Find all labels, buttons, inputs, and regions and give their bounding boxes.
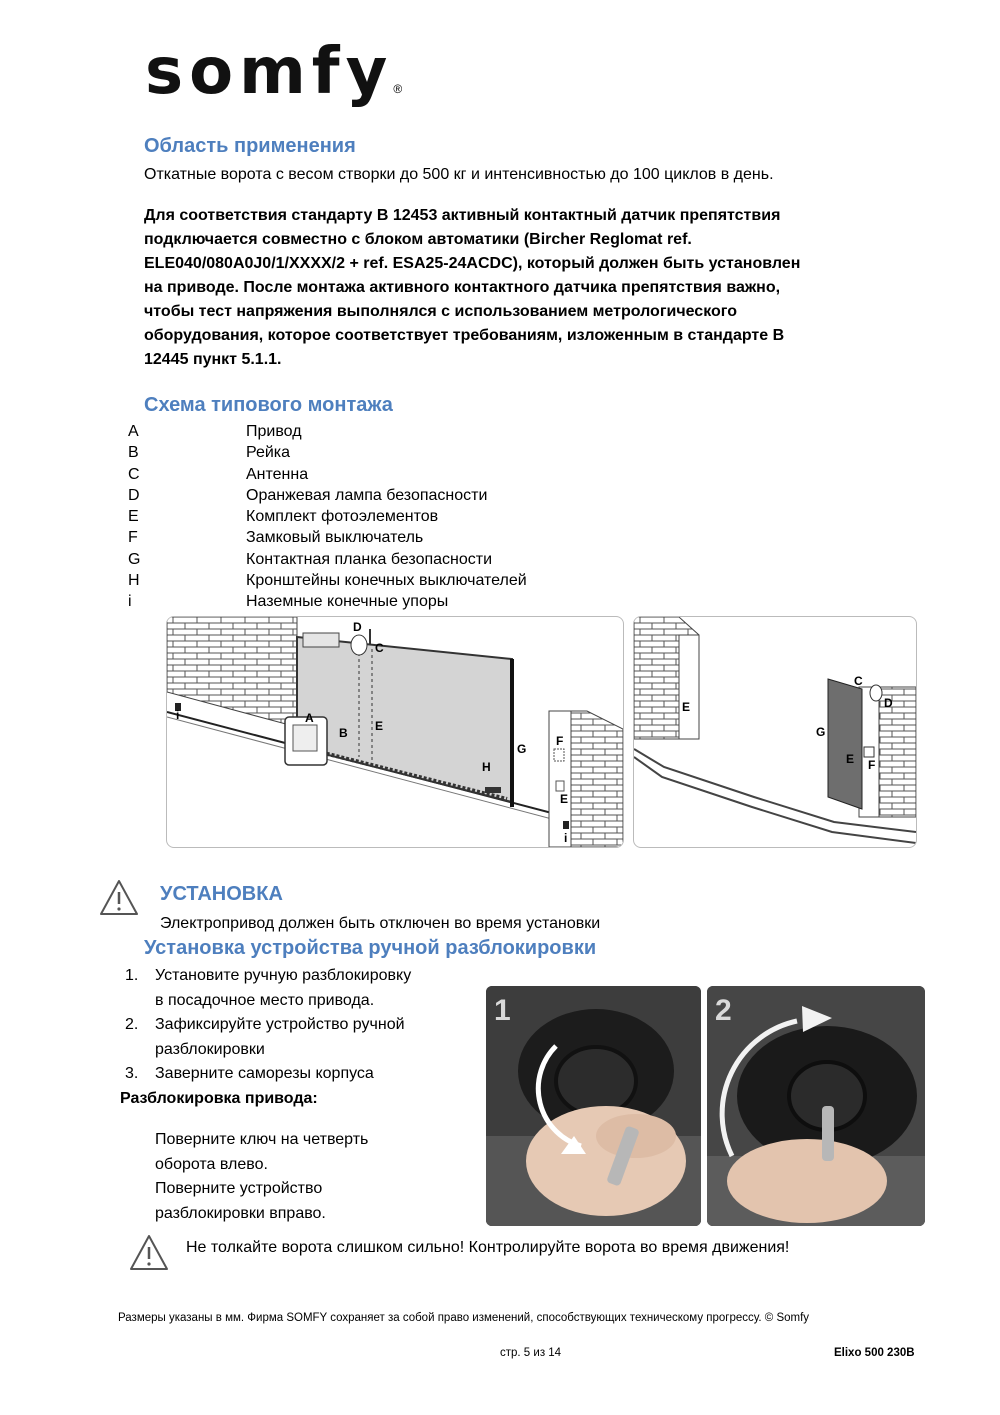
- step-item: [120, 1013, 480, 1062]
- gate-installation-drawing: [167, 617, 623, 847]
- model-name: Elixo 500 230B: [834, 1347, 915, 1359]
- standard-compliance-paragraph: [144, 204, 944, 372]
- step-number: 3.: [125, 1065, 139, 1082]
- step-item: [120, 1062, 480, 1087]
- step-line: Установите ручную разблокировку: [155, 967, 412, 984]
- legend-key: i: [128, 593, 132, 611]
- key-turn-photo: [486, 986, 701, 1226]
- legend-label: Кронштейны конечных выключателей: [246, 572, 527, 590]
- diagram-label-g: G: [517, 742, 527, 756]
- diagram-label-e: E: [682, 700, 691, 714]
- legend-label: Оранжевая лампа безопасности: [246, 486, 488, 504]
- step-line: Зафиксируйте устройство ручной: [155, 1016, 405, 1033]
- unlock-instructions: [155, 1128, 368, 1226]
- unlock-line: Поверните ключ на четверть: [155, 1131, 369, 1148]
- legend-key: E: [128, 508, 139, 526]
- diagram-label-e: E: [375, 719, 384, 733]
- step-item: [120, 964, 480, 1013]
- installation-diagram-left: [166, 616, 624, 848]
- scheme-heading: Схема типового монтажа: [144, 394, 393, 416]
- scope-text: Откатные ворота с весом створки до 500 кг и интенсивностью до 100 циклов в день.: [144, 166, 774, 183]
- install-warning-text: Электропривод должен быть отключен во время установки: [160, 915, 601, 932]
- somfy-logo: [145, 30, 475, 114]
- photo-step-label: 2: [715, 994, 732, 1027]
- legend-row: [128, 527, 628, 548]
- unlock-photo-step-2: [707, 986, 925, 1226]
- step-line: Заверните саморезы корпуса: [155, 1065, 374, 1082]
- legend-key: H: [128, 572, 140, 590]
- footer-note: Размеры указаны в мм. Фирма SOMFY сохраняет за собой право изменений, способствующих техническому прогрессу. © Somfy: [118, 1312, 810, 1324]
- step-line: разблокировки: [155, 1040, 265, 1058]
- diagram-label-e2: E: [560, 792, 569, 806]
- diagram-label-a: A: [305, 711, 314, 725]
- caution-triangle-icon: [128, 1233, 170, 1273]
- legend-row: [128, 464, 628, 485]
- legend-label: Рейка: [246, 444, 291, 462]
- legend-label: Антенна: [246, 465, 309, 483]
- photo-step-label: 1: [494, 994, 511, 1027]
- legend-row: [128, 549, 628, 570]
- legend-key: A: [128, 423, 139, 440]
- diagram-label-i1: i: [176, 708, 180, 722]
- compliance-line: ELE040/080A0J0/1/XXXX/2 + ref. ESA25-24ACDC), который должен быть установлен: [144, 255, 801, 272]
- step-number: 2.: [125, 1016, 139, 1033]
- logo-registered-mark: ®: [393, 82, 403, 96]
- scope-heading: Область применения: [144, 135, 356, 157]
- legend-key: B: [128, 444, 139, 462]
- diagram-label-d: D: [884, 696, 893, 710]
- page-number: стр. 5 из 14: [500, 1347, 562, 1359]
- legend-key: G: [128, 550, 141, 568]
- gate-closed-drawing: [634, 617, 916, 847]
- compliance-line: Для соответствия стандарту В 12453 активный контактный датчик препятствия: [144, 207, 781, 224]
- legend-label: Комплект фотоэлементов: [246, 508, 439, 526]
- caution-text: Не толкайте ворота слишком сильно! Контролируйте ворота во время движения!: [186, 1239, 790, 1256]
- diagram-label-g: G: [816, 725, 826, 739]
- installation-diagram-right: [633, 616, 917, 848]
- diagram-label-c: C: [375, 641, 384, 655]
- legend-key: F: [128, 529, 138, 547]
- diagram-label-f: F: [556, 734, 564, 748]
- diagram-label-c: C: [854, 674, 863, 688]
- legend-row: [128, 421, 628, 442]
- compliance-line: чтобы тест напряжения выполнялся с использованием метрологического: [144, 303, 737, 320]
- diagram-label-h: H: [482, 760, 491, 774]
- install-steps: [120, 964, 480, 1087]
- step-number: 1.: [125, 967, 139, 984]
- diagram-label-b: B: [339, 726, 348, 740]
- legend-key: C: [128, 465, 140, 483]
- legend-row: [128, 506, 628, 527]
- install-heading: УСТАНОВКА: [160, 883, 283, 905]
- compliance-line: подключается совместно с блоком автоматики (Bircher Reglomat ref.: [144, 231, 692, 248]
- legend-row: [128, 591, 628, 612]
- logo-text: somfy: [145, 35, 394, 109]
- diagram-label-d: D: [353, 620, 362, 634]
- compliance-line: оборудования, которое соответствует требованиям, изложенным в стандарте В: [144, 327, 785, 344]
- legend-label: Привод: [246, 423, 302, 440]
- compliance-line: на приводе. После монтажа активного контактного датчика препятствия важно,: [144, 279, 781, 296]
- legend-label: Замковый выключатель: [246, 529, 424, 547]
- legend-label: Наземные конечные упоры: [246, 593, 449, 611]
- legend-row: [128, 570, 628, 591]
- legend-key: D: [128, 486, 140, 504]
- unlock-photo-step-1: [486, 986, 701, 1226]
- unlock-heading: Разблокировка привода:: [120, 1090, 318, 1107]
- unlock-line: Поверните устройство: [155, 1180, 323, 1197]
- diagram-label-i2: i: [564, 831, 568, 845]
- legend-row: [128, 485, 628, 506]
- legend-row: [128, 442, 628, 463]
- warning-triangle-icon: [98, 878, 140, 918]
- scheme-legend: [128, 421, 628, 613]
- compliance-line: 12445 пункт 5.1.1.: [144, 351, 282, 368]
- manual-release-heading: Установка устройства ручной разблокировки: [144, 937, 597, 959]
- diagram-label-e2: E: [846, 752, 855, 766]
- unlock-line: оборота влево.: [155, 1155, 268, 1173]
- step-line: в посадочное место привода.: [155, 991, 375, 1009]
- diagram-label-f: F: [868, 758, 876, 772]
- device-turn-photo: [707, 986, 925, 1226]
- legend-label: Контактная планка безопасности: [246, 550, 493, 568]
- unlock-line: разблокировки вправо.: [155, 1204, 326, 1222]
